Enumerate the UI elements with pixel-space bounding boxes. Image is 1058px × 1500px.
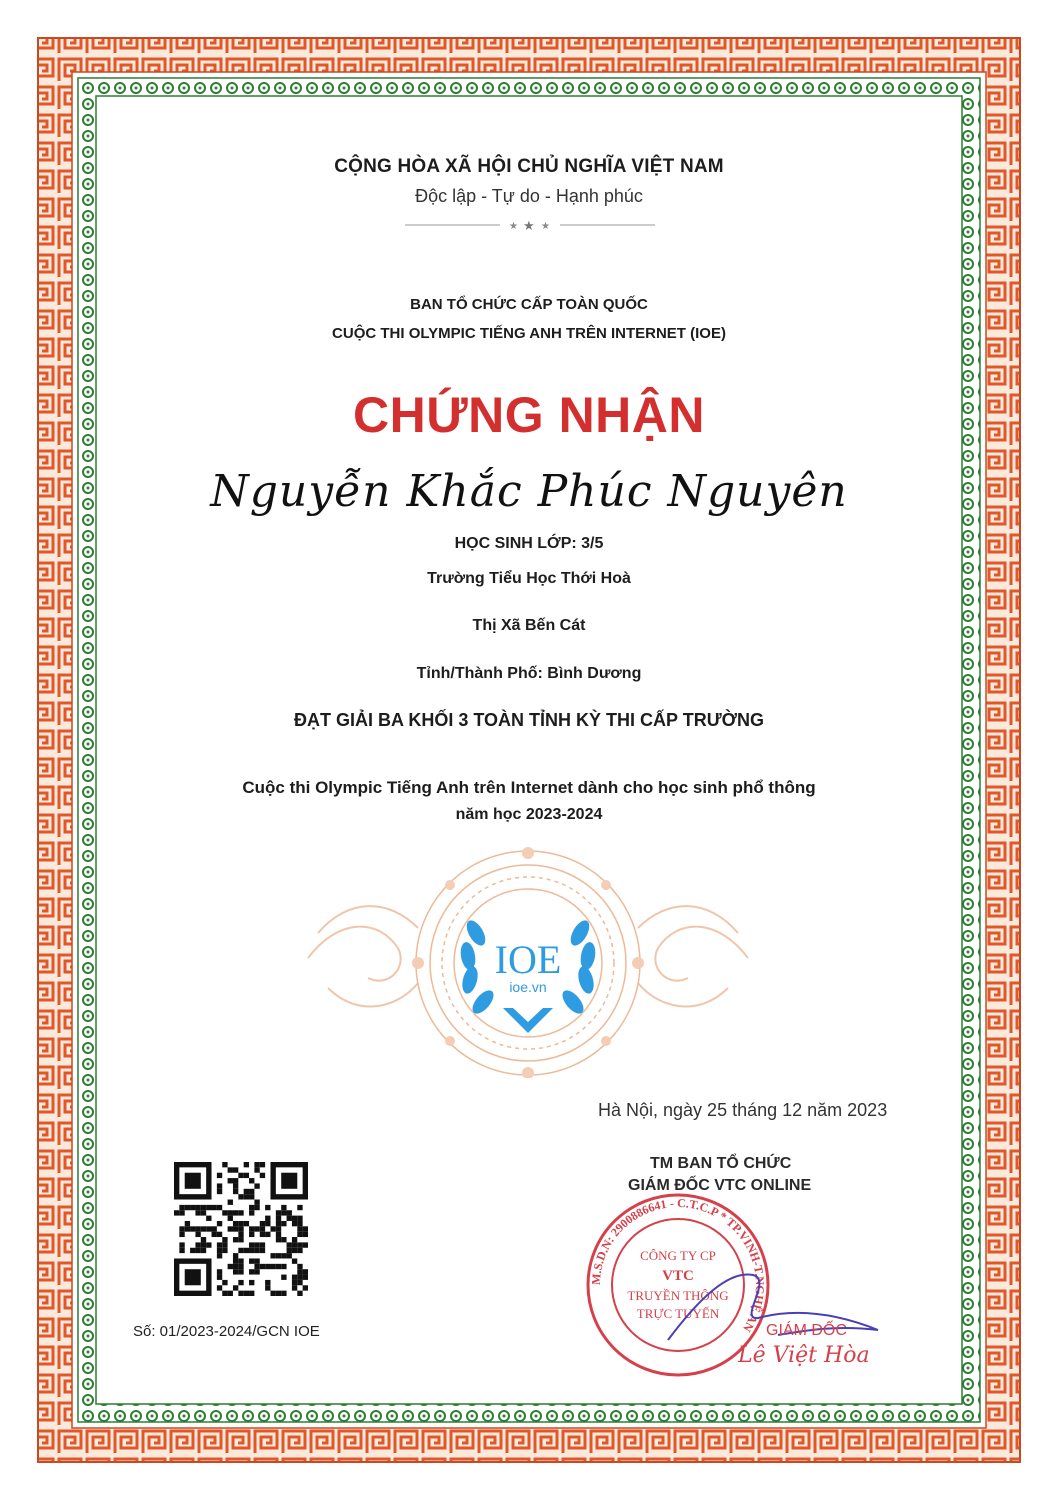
contest-line-1: Cuộc thi Olympic Tiếng Anh trên Internet dành cho học sinh phổ thông	[242, 778, 816, 797]
province-name: Tỉnh/Thành Phố: Bình Dương	[416, 665, 642, 682]
national-motto: Độc lập - Tự do - Hạnh phúc	[415, 186, 643, 206]
stamp-line-4: TRỰC TUYẾN	[636, 1306, 720, 1321]
school-name: Trường Tiểu Học Thới Hoà	[427, 570, 631, 587]
certificate-title: CHỨNG NHẬN	[352, 387, 706, 443]
stamp-line-2: VTC	[662, 1268, 694, 1284]
signer-role-1: TM BAN TỔ CHỨC	[650, 1155, 792, 1172]
ioe-logo-sub: ioe.vn	[509, 979, 547, 995]
issue-date: Hà Nội, ngày 25 tháng 12 năm 2023	[598, 1100, 888, 1120]
organizer-line-1: BAN TỔ CHỨC CẤP TOÀN QUỐC	[410, 296, 648, 313]
stamp-line-3: TRUYỀN THÔNG	[627, 1288, 729, 1303]
official-stamp	[578, 1180, 898, 1380]
svg-text:★: ★	[523, 219, 535, 232]
qr-code[interactable]	[174, 1162, 308, 1296]
class-line: HỌC SINH LỚP: 3/5	[454, 535, 604, 552]
ioe-logo-text: IOE	[494, 937, 562, 982]
svg-text:★: ★	[541, 221, 550, 232]
ioe-emblem	[298, 838, 758, 1078]
certificate-serial: Số: 01/2023-2024/GCN IOE	[133, 1323, 320, 1340]
organizer-line-2: CUỘC THI OLYMPIC TIẾNG ANH TRÊN INTERNET (IOE)	[332, 325, 726, 342]
signer-name: Lê Việt Hòa	[738, 1343, 870, 1368]
director-title: GIÁM ĐỐC	[766, 1322, 847, 1339]
contest-line-2: năm học 2023-2024	[455, 806, 603, 823]
award-line: ĐẠT GIẢI BA KHỐI 3 TOÀN TỈNH KỲ THI CẤP TRƯỜNG	[294, 710, 764, 730]
republic-heading: CỘNG HÒA XÃ HỘI CHỦ NGHĨA VIỆT NAM	[334, 156, 724, 177]
recipient-name: Nguyễn Khắc Phúc Nguyên	[210, 466, 848, 517]
signer-role-2: GIÁM ĐỐC VTC ONLINE	[628, 1177, 812, 1194]
svg-text:★: ★	[509, 221, 518, 232]
stamp-line-1: CÔNG TY CP	[640, 1248, 716, 1263]
district-name: Thị Xã Bến Cát	[472, 617, 586, 634]
stamp-ring-text: M.S.D.N: 2900886641 - C.T.C.P * TP.VINH-T.NGHỆ AN	[588, 1195, 768, 1335]
star-divider	[405, 218, 655, 232]
